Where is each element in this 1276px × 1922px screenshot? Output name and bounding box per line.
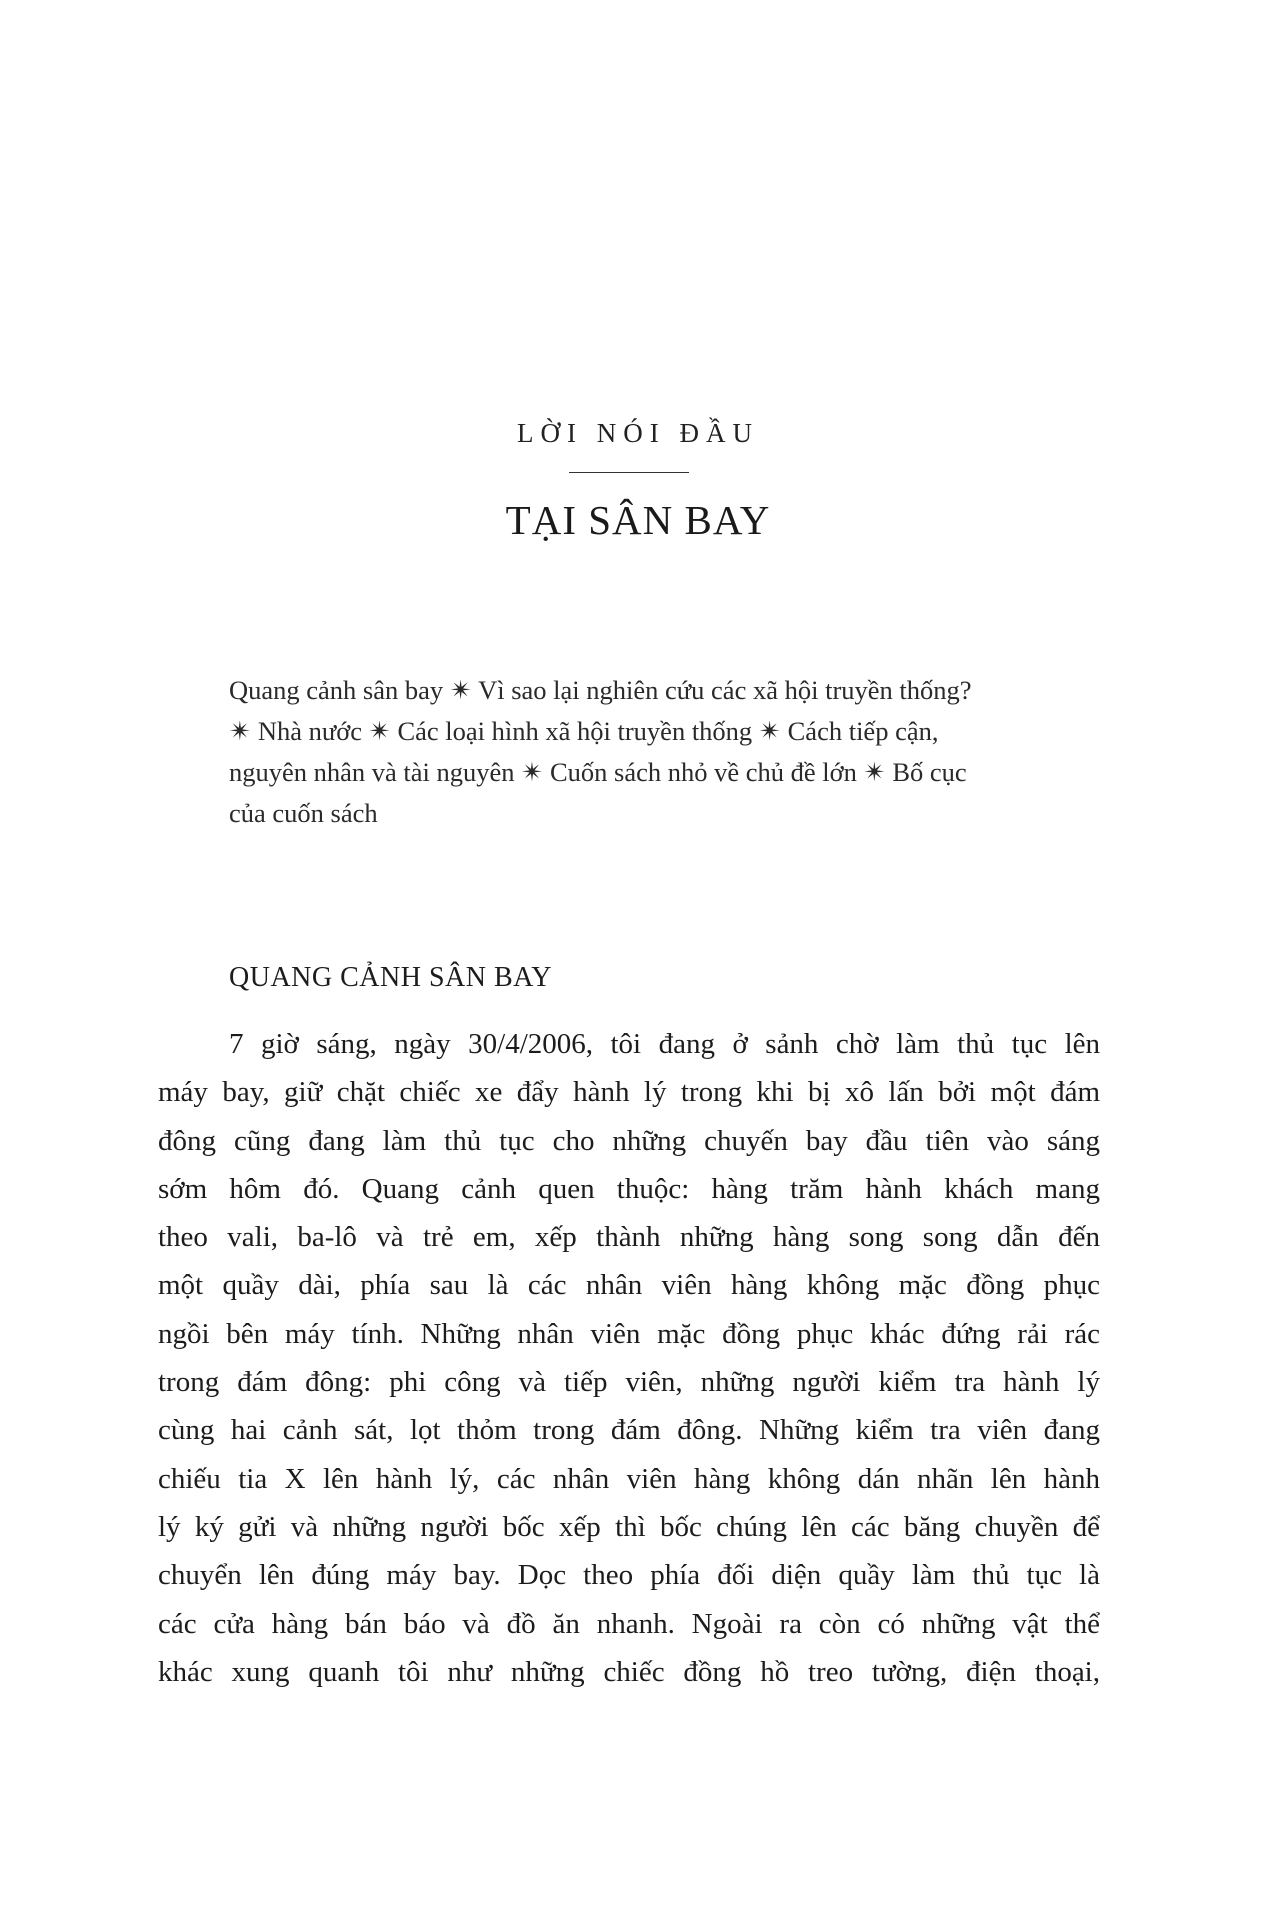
paragraph-line: cùng hai cảnh sát, lọt thỏm trong đám đông. Những kiểm tra viên đang bbox=[158, 1414, 1100, 1447]
summary-line: Quang cảnh sân bay ✴ Vì sao lại nghiên cứu các xã hội truyền thống? bbox=[229, 675, 972, 705]
chapter-summary bbox=[229, 670, 1039, 834]
paragraph-line: ngồi bên máy tính. Những nhân viên mặc đồng phục khác đứng rải rác bbox=[158, 1317, 1100, 1350]
summary-line: ✴ Nhà nước ✴ Các loại hình xã hội truyền thống ✴ Cách tiếp cận, bbox=[229, 716, 939, 746]
paragraph-line: sớm hôm đó. Quang cảnh quen thuộc: hàng trăm hành khách mang bbox=[158, 1172, 1100, 1205]
chapter-title: TẠI SÂN BAY bbox=[505, 497, 771, 543]
chapter-label: LỜI NÓI ĐẦU bbox=[517, 418, 759, 448]
paragraph-line: lý ký gửi và những người bốc xếp thì bốc chúng lên các băng chuyền để bbox=[158, 1510, 1100, 1543]
paragraph-line: 7 giờ sáng, ngày 30/4/2006, tôi đang ở sảnh chờ làm thủ tục lên bbox=[229, 1028, 1100, 1060]
paragraph-line: máy bay, giữ chặt chiếc xe đẩy hành lý trong khi bị xô lấn bởi một đám bbox=[158, 1076, 1100, 1109]
paragraph-line: theo vali, ba-lô và trẻ em, xếp thành những hàng song song dẫn đến bbox=[158, 1221, 1100, 1254]
section-heading: QUANG CẢNH SÂN BAY bbox=[229, 962, 553, 993]
paragraph-line: các cửa hàng bán báo và đồ ăn nhanh. Ngoài ra còn có những vật thể bbox=[158, 1607, 1100, 1640]
chapter-divider bbox=[569, 472, 689, 473]
paragraph-line: chiếu tia X lên hành lý, các nhân viên hàng không dán nhãn lên hành bbox=[158, 1462, 1100, 1495]
paragraph-line: một quầy dài, phía sau là các nhân viên hàng không mặc đồng phục bbox=[158, 1269, 1100, 1302]
paragraph-line: chuyển lên đúng máy bay. Dọc theo phía đối diện quầy làm thủ tục là bbox=[158, 1559, 1100, 1592]
summary-line: của cuốn sách bbox=[229, 798, 378, 828]
paragraph-line: đông cũng đang làm thủ tục cho những chuyến bay đầu tiên vào sáng bbox=[158, 1124, 1100, 1157]
paragraph-line: khác xung quanh tôi như những chiếc đồng hồ treo tường, điện thoại, bbox=[158, 1655, 1100, 1688]
paragraph-line: trong đám đông: phi công và tiếp viên, những người kiểm tra hành lý bbox=[158, 1366, 1100, 1399]
summary-line: nguyên nhân và tài nguyên ✴ Cuốn sách nhỏ về chủ đề lớn ✴ Bố cục bbox=[229, 757, 967, 787]
body-paragraph bbox=[158, 1020, 1100, 1696]
